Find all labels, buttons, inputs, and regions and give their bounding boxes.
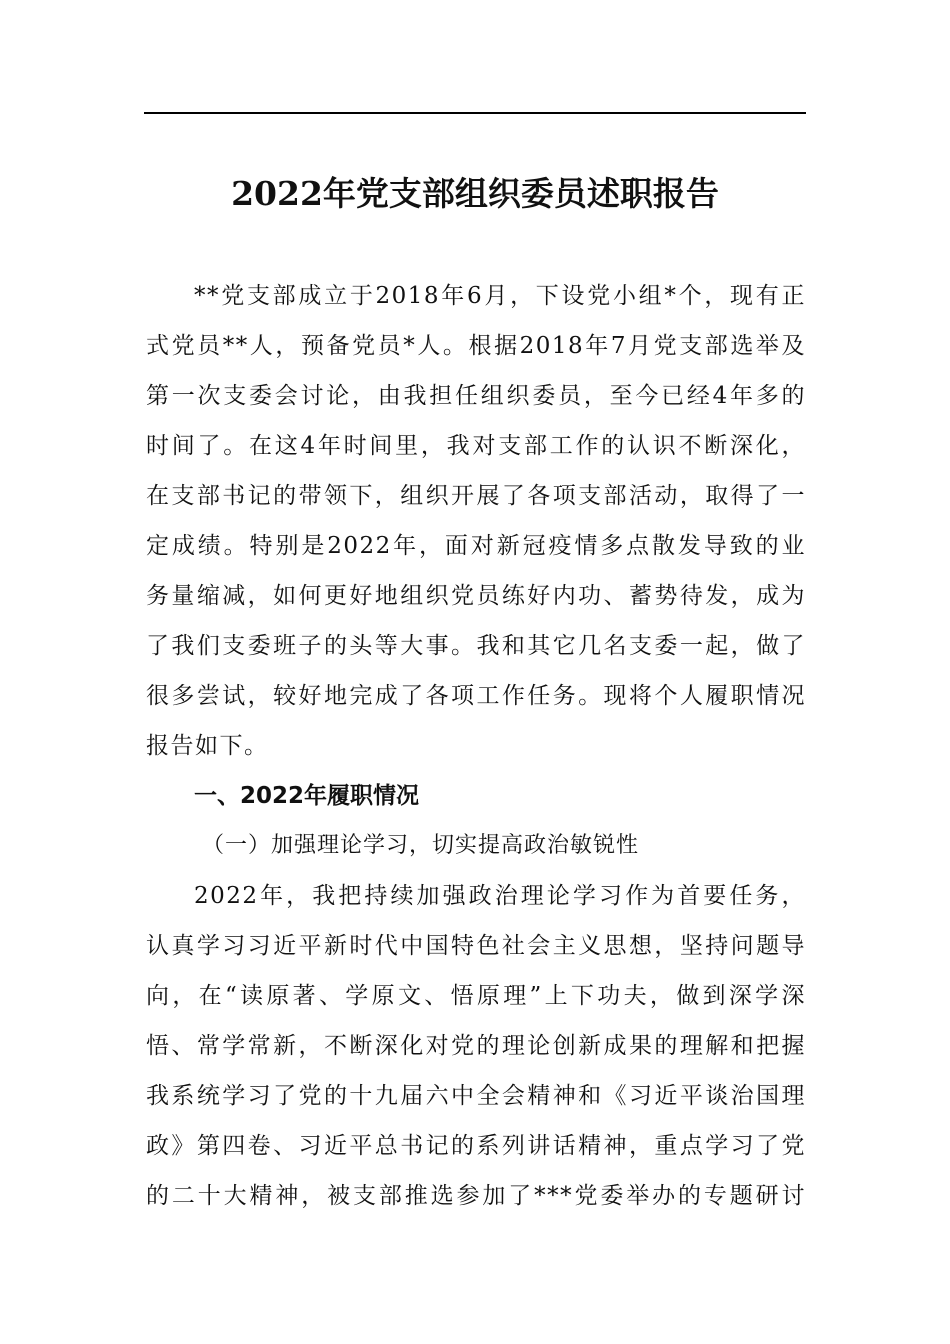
text-line: 时间了。在这4年时间里，我对支部工作的认识不断深化， <box>146 433 806 459</box>
text-line: 认真学习习近平新时代中国特色社会主义思想，坚持问题导 <box>146 933 806 959</box>
text-line: 政》第四卷、习近平总书记的系列讲话精神，重点学习了党 <box>146 1133 806 1159</box>
text-line: 向，在“读原著、学原文、悟原理”上下功夫，做到深学深 <box>146 983 806 1009</box>
text-line: 式党员**人，预备党员*人。根据2018年7月党支部选举及 <box>146 333 806 359</box>
subsection-heading: （一）加强理论学习，切实提高政治敏锐性 <box>202 833 640 858</box>
paragraph-study <box>146 871 806 1221</box>
paragraph-intro <box>146 271 806 771</box>
text-line: 我系统学习了党的十九届六中全会精神和《习近平谈治国理 <box>146 1083 806 1109</box>
text-line: 第一次支委会讨论，由我担任组织委员，至今已经4年多的 <box>146 383 806 409</box>
section-heading: 一、2022年履职情况 <box>194 783 420 809</box>
text-line: 在支部书记的带领下，组织开展了各项支部活动，取得了一 <box>146 483 806 509</box>
text-line: 定成绩。特别是2022年，面对新冠疫情多点散发导致的业 <box>146 533 806 559</box>
text-line: 很多尝试，较好地完成了各项工作任务。现将个人履职情况 <box>146 683 806 709</box>
text-line: 2022年，我把持续加强政治理论学习作为首要任务， <box>194 883 806 909</box>
text-line: 的二十大精神，被支部推选参加了***党委举办的专题研讨 <box>146 1183 806 1209</box>
text-line: 了我们支委班子的头等大事。我和其它几名支委一起，做了 <box>146 633 806 659</box>
text-line: 报告如下。 <box>146 733 269 759</box>
document-body <box>146 271 806 1221</box>
header-rule <box>144 112 806 114</box>
document-title: 2022年党支部组织委员述职报告 <box>231 174 719 213</box>
text-line: **党支部成立于2018年6月，下设党小组*个，现有正 <box>194 283 806 309</box>
text-line: 悟、常学常新，不断深化对党的理论创新成果的理解和把握 <box>146 1033 806 1059</box>
text-line: 务量缩减，如何更好地组织党员练好内功、蓄势待发，成为 <box>146 583 806 609</box>
